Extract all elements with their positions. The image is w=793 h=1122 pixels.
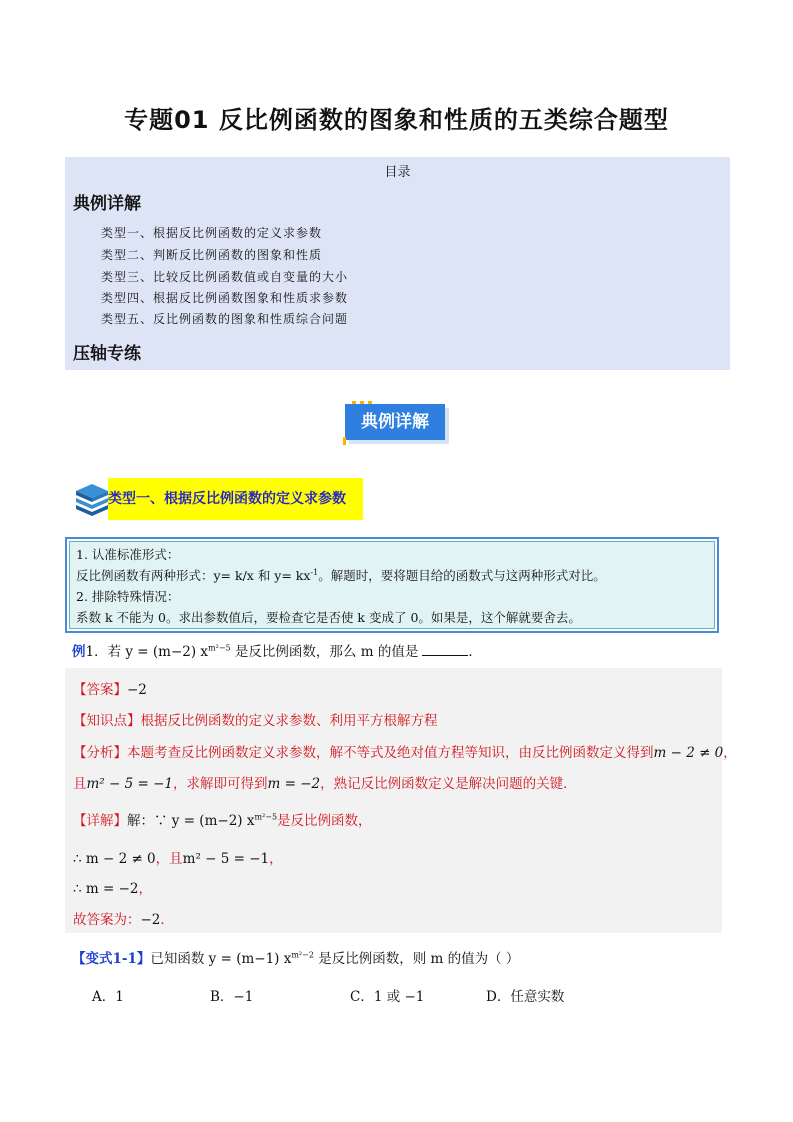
option-b[interactable]: B．−1	[210, 989, 254, 1005]
tips-box	[65, 537, 719, 633]
detail-line-1: 【详解】解：∵ y = (m−2) $x^{m^2-5}$是反比例函数，	[73, 812, 372, 829]
answer-blank[interactable]	[422, 655, 468, 656]
analysis-line-1: 【分析】本题考查反比例函数定义求参数，解不等式及绝对值方程等知识，由反比例函数定义得到m − 2 ≠ 0，	[73, 745, 737, 761]
table-of-contents	[65, 157, 730, 370]
toc-item-type5[interactable]: 类型五、反比例函数的图象和性质综合问题	[101, 312, 349, 326]
toc-item-type1[interactable]: 类型一、根据反比例函数的定义求参数	[101, 226, 323, 240]
option-c[interactable]: C．1 或 −1	[350, 989, 425, 1005]
tip-line-2: 反比例函数有两种形式：y= k/x 和 $y= kx^{-1}$。解题时，要将题目给的函数式与这两种形式对比。	[76, 567, 606, 583]
knowledge-line: 【知识点】根据反比例函数的定义求参数、利用平方根解方程	[73, 713, 438, 729]
detail-line-3: ∴ m = −2，	[73, 881, 152, 897]
toc-item-type4[interactable]: 类型四、根据反比例函数图象和性质求参数	[101, 291, 349, 305]
toc-heading: 目录	[384, 165, 411, 180]
variant-1-1: 【变式1-1】已知函数 y = (m−1) $x^{m^2-2}$ 是反比例函数，则 m 的值为（ ）	[72, 950, 520, 967]
toc-section-examples[interactable]: 典例详解	[73, 194, 141, 214]
tip-line-1: 1. 认准标准形式：	[76, 547, 180, 562]
page-title: 专题01 反比例函数的图象和性质的五类综合题型	[124, 106, 669, 134]
tip-line-3: 2. 排除特殊情况：	[76, 589, 180, 604]
analysis-line-2: 且m² − 5 = −1，求解即可得到m = −2，熟记反比例函数定义是解决问题的关键．	[73, 776, 577, 792]
banner-corner	[343, 437, 346, 445]
solution-panel	[65, 668, 737, 933]
section-banner: 典例详解	[345, 404, 445, 440]
books-icon	[72, 481, 112, 517]
detail-line-4: 故答案为：−2．	[73, 912, 174, 928]
example-1: 例1．若 y = (m−2) $x^{m^2-5}$ 是反比例函数，那么 m 的值是 ．	[72, 643, 482, 660]
type1-heading: 类型一、根据反比例函数的定义求参数	[108, 478, 363, 520]
tip-line-4: 系数 k 不能为 0。求出参数值后，要检查它是否使 k 变成了 0。如果是，这个解就要舍去。	[76, 610, 581, 625]
option-d[interactable]: D．任意实数	[486, 989, 565, 1005]
toc-section-practice[interactable]: 压轴专练	[73, 344, 141, 364]
toc-item-type3[interactable]: 类型三、比较反比例函数值或自变量的大小	[101, 270, 349, 284]
detail-line-2: ∴ m − 2 ≠ 0，且m² − 5 = −1，	[73, 851, 283, 867]
option-a[interactable]: A．1	[92, 989, 124, 1005]
answer-line: 【答案】−2	[73, 682, 147, 698]
toc-item-type2[interactable]: 类型二、判断反比例函数的图象和性质	[101, 248, 323, 262]
